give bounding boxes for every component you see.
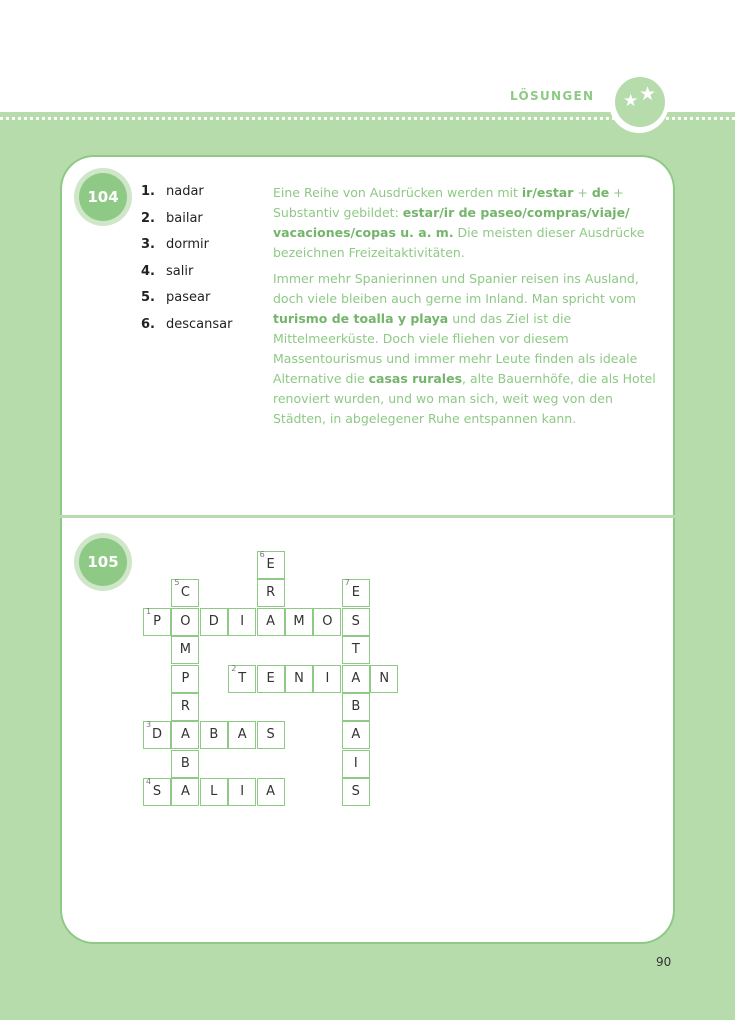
crossword-cell <box>171 608 199 636</box>
list-item <box>141 184 232 211</box>
cell-letter: E <box>351 585 360 601</box>
crossword-cell <box>370 665 398 693</box>
cell-letter: S <box>266 727 275 743</box>
cell-letter: A <box>180 784 190 800</box>
crossword-cell <box>171 693 199 721</box>
crossword-cell <box>200 608 228 636</box>
item-number: 5. <box>141 290 155 306</box>
crossword-cell <box>313 608 341 636</box>
clue-number: 7 <box>344 578 350 588</box>
crossword-cell <box>143 608 171 636</box>
cell-letter: N <box>379 670 390 686</box>
item-number: 2. <box>141 210 155 226</box>
item-word: pasear <box>166 290 211 306</box>
crossword-cell <box>342 579 370 607</box>
answer-list <box>141 184 232 344</box>
cell-letter: B <box>351 699 361 714</box>
crossword-cell <box>257 665 285 693</box>
crossword-cell <box>342 750 370 778</box>
crossword-cell <box>171 721 199 749</box>
item-word: dormir <box>166 237 209 253</box>
cell-letter: A <box>237 727 247 743</box>
star-icon: ★ <box>623 91 639 111</box>
crossword-cell <box>200 721 228 749</box>
cell-letter: A <box>351 670 361 686</box>
item-word: descansar <box>166 316 233 332</box>
cell-letter: S <box>351 613 360 629</box>
clue-number: 6 <box>259 550 265 559</box>
cell-letter: A <box>351 727 361 743</box>
section-title: LÖSUNGEN <box>510 89 595 103</box>
crossword-cell <box>257 579 285 607</box>
crossword-cell <box>285 665 313 693</box>
item-number: 6. <box>141 316 155 332</box>
crossword-cell <box>143 778 171 806</box>
exercise-104-badge <box>74 168 132 226</box>
crossword-cell <box>342 665 370 693</box>
exercise-105-badge <box>74 533 132 591</box>
clue-number: 3 <box>146 720 152 730</box>
item-number: 3. <box>141 237 155 253</box>
cell-letter: I <box>353 755 358 771</box>
cell-letter: N <box>294 670 304 686</box>
cell-letter: I <box>240 613 245 629</box>
cell-letter: M <box>293 613 305 629</box>
crossword-cell <box>228 665 256 693</box>
crossword-cell <box>171 665 199 693</box>
crossword-cell <box>200 778 228 806</box>
page-number: 90 <box>656 955 672 969</box>
crossword-cell <box>342 778 370 806</box>
cell-letter: D <box>151 727 162 743</box>
cell-letter: A <box>180 727 190 743</box>
crossword-cell <box>228 778 256 806</box>
cell-letter: R <box>180 699 190 714</box>
cell-letter: T <box>238 670 247 686</box>
crossword-cell <box>342 721 370 749</box>
list-item <box>141 317 232 344</box>
crossword-cell <box>342 693 370 721</box>
crossword-cell <box>257 608 285 636</box>
cell-letter: B <box>209 727 219 743</box>
clue-number: 5 <box>174 578 180 588</box>
star-icon: ★ <box>639 83 657 105</box>
cell-letter: E <box>266 670 275 686</box>
exercise-105-number: 105 <box>79 538 127 586</box>
crossword-cell <box>171 778 199 806</box>
crossword-cell <box>228 721 256 749</box>
explanation-paragraph-2: Immer mehr Spanierinnen und Spanier reisen ins Ausland, doch viele bleiben auch gerne im Inland. Man spricht vom turismo de toalla y playa und das Ziel ist die Mittelmeerküste. Doch viele fliehen vor diesem Massentourismus und immer mehr Leute finden als ideale Alternative die casas rurales, alte Bauernhöfe, die als Hotel renoviert wurden, und wo man sich, weit weg von den Städten, in abgelegener Ruhe entspannen kann. <box>273 271 656 426</box>
cell-letter: A <box>266 613 276 629</box>
crossword-cell <box>257 551 285 579</box>
cell-letter: L <box>210 784 218 800</box>
crossword-cell <box>171 750 199 778</box>
crossword-cell <box>342 636 370 664</box>
explanation-text <box>273 183 659 435</box>
crossword-cell <box>285 608 313 636</box>
cell-letter: O <box>322 613 333 629</box>
crossword-cell <box>171 579 199 607</box>
item-number: 4. <box>141 263 155 279</box>
cell-letter: S <box>351 784 360 800</box>
crossword-cell <box>342 608 370 636</box>
crossword-cell <box>257 721 285 749</box>
cell-letter: O <box>180 613 191 629</box>
cell-letter: P <box>153 613 161 629</box>
clue-number: 1 <box>146 606 152 616</box>
item-word: bailar <box>166 210 203 226</box>
cell-letter: M <box>179 642 191 658</box>
cell-letter: I <box>240 784 245 800</box>
list-item <box>141 211 232 238</box>
cell-letter: A <box>266 784 276 800</box>
crossword-cell <box>143 721 171 749</box>
crossword-cell <box>171 636 199 664</box>
item-word: salir <box>166 263 194 279</box>
item-word: nadar <box>166 184 204 199</box>
crossword-cell <box>313 665 341 693</box>
cell-letter: B <box>180 755 190 771</box>
list-item <box>141 237 232 264</box>
cell-letter: I <box>325 670 330 686</box>
list-item <box>141 290 232 317</box>
cell-letter: D <box>208 613 219 629</box>
clue-number: 4 <box>146 777 152 787</box>
cell-letter: T <box>351 642 360 658</box>
clue-number: 2 <box>231 663 237 673</box>
explanation-paragraph-1: Eine Reihe von Ausdrücken werden mit ir/estar + de + Substantiv gebildet: estar/ir de paseo/compras/viaje/ vacaciones/copas u. a. m. Die meisten dieser Ausdrücke bezeichnen Freizeitaktivitäten. <box>273 185 645 260</box>
cell-letter: S <box>152 784 162 800</box>
crossword-cell <box>228 608 256 636</box>
crossword-cell <box>257 778 285 806</box>
cell-letter: R <box>266 585 276 601</box>
cell-letter: E <box>266 557 275 572</box>
item-number: 1. <box>141 184 155 199</box>
cell-letter: C <box>180 585 190 601</box>
list-item <box>141 264 232 291</box>
exercise-104-number: 104 <box>79 173 127 221</box>
cell-letter: P <box>181 670 190 686</box>
